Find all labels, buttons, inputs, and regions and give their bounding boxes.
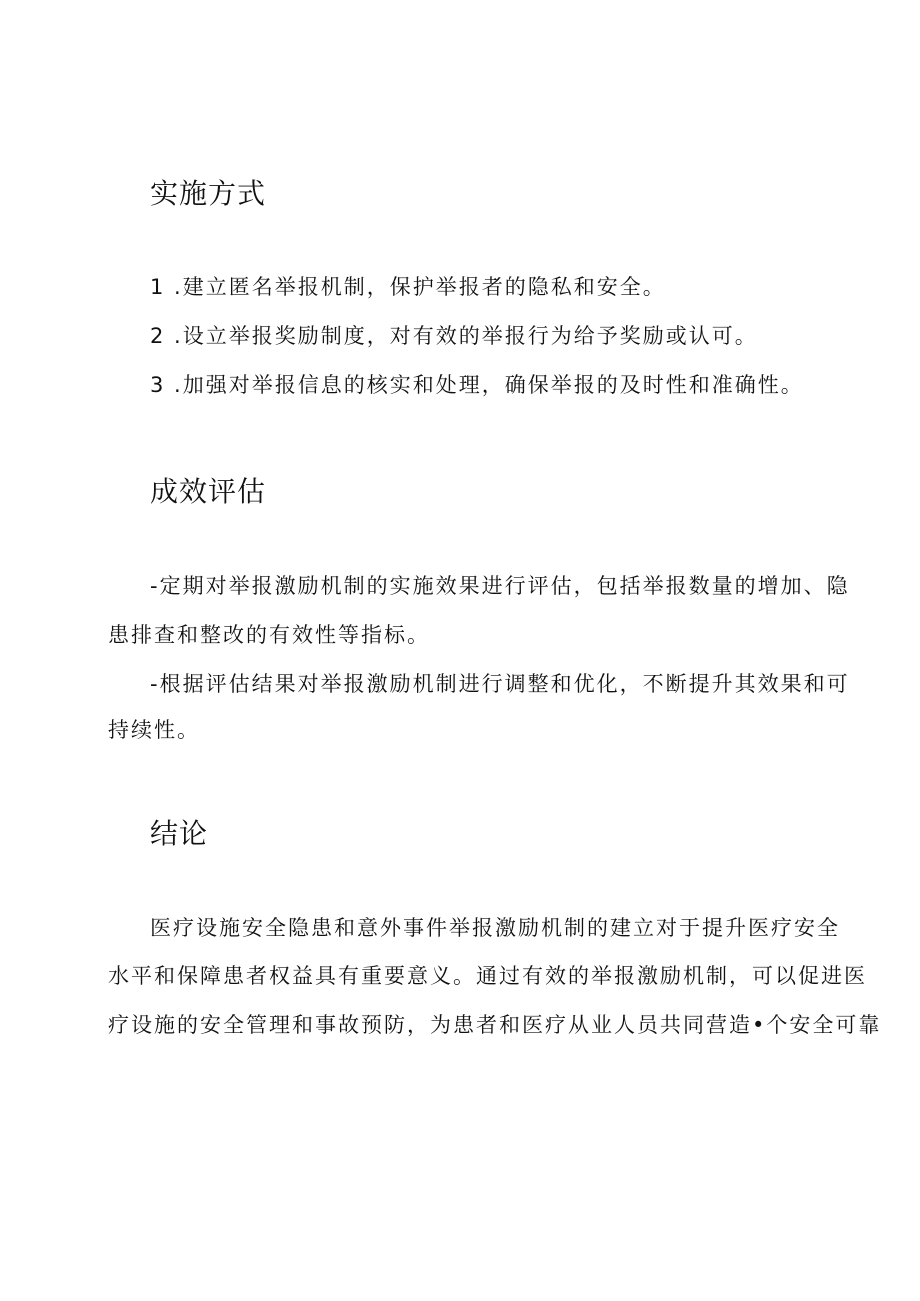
list-item-1: 1 .建立匿名举报机制，保护举报者的隐私和安全。: [150, 275, 666, 299]
section-heading-implementation: 实施方式: [150, 177, 267, 210]
paragraph-line: -定期对举报激励机制的实施效果进行评估，包括举报数量的增加、隐: [150, 574, 850, 598]
paragraph-line: 持续性。: [108, 718, 200, 742]
paragraph-line: 疗设施的安全管理和事故预防，为患者和医疗从业人员共同营造•个安全可靠: [108, 1013, 882, 1037]
list-item-2: 2 .设立举报奖励制度，对有效的举报行为给予奖励或认可。: [150, 324, 758, 348]
list-item-3: 3 .加强对举报信息的核实和处理，确保举报的及时性和准确性。: [150, 373, 804, 397]
paragraph-line: -根据评估结果对举报激励机制进行调整和优化，不断提升其效果和可: [150, 672, 850, 696]
paragraph-line: 医疗设施安全隐患和意外事件举报激励机制的建立对于提升医疗安全: [150, 916, 840, 940]
paragraph-line: 患排查和整改的有效性等指标。: [108, 623, 430, 647]
section-heading-evaluation: 成效评估: [150, 475, 267, 508]
paragraph-line: 水平和保障患者权益具有重要意义。通过有效的举报激励机制，可以促进医: [108, 964, 867, 988]
section-heading-conclusion: 结论: [150, 817, 209, 850]
